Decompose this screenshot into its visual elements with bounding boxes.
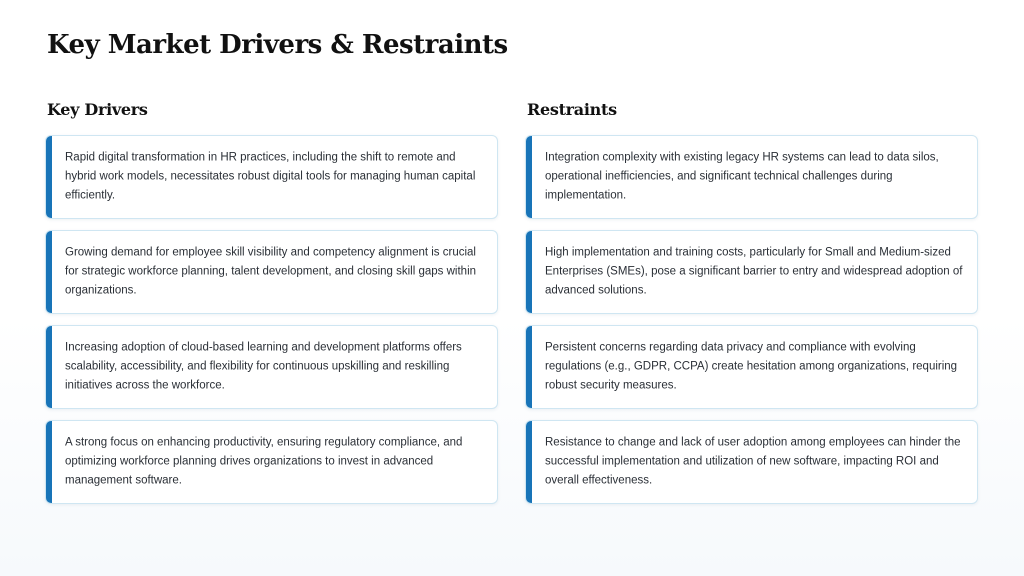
accent-bar (46, 421, 52, 503)
drivers-heading: Key Drivers (47, 100, 148, 119)
driver-card (45, 420, 498, 504)
accent-bar (46, 326, 52, 408)
restraint-card (525, 325, 978, 409)
restraints-heading: Restraints (527, 100, 617, 119)
restraint-card (525, 135, 978, 219)
accent-bar (46, 136, 52, 218)
driver-card (45, 135, 498, 219)
restraint-card (525, 230, 978, 314)
driver-card (45, 230, 498, 314)
page-title: Key Market Drivers & Restraints (47, 30, 508, 60)
driver-text: Increasing adoption of cloud-based learning and development platforms offers scalability, accessibility, and flexibility for continuous upskilling and reskilling initiatives across the workforce. (65, 341, 462, 392)
accent-bar (526, 231, 532, 313)
driver-card (45, 325, 498, 409)
accent-bar (46, 231, 52, 313)
restraint-text: Resistance to change and lack of user adoption among employees can hinder the successful implementation and utilization of new software, impacting ROI and overall effectiveness. (545, 436, 961, 487)
driver-text: Growing demand for employee skill visibility and competency alignment is crucial for strategic workforce planning, talent development, and closing skill gaps within organizations. (65, 246, 477, 297)
restraint-card (525, 420, 978, 504)
restraint-text: Persistent concerns regarding data privacy and compliance with evolving regulations (e.g., GDPR, CCPA) create hesitation among organizations, requiring robust security measures. (545, 341, 958, 392)
accent-bar (526, 421, 532, 503)
accent-bar (526, 326, 532, 408)
driver-text: Rapid digital transformation in HR practices, including the shift to remote and hybrid work models, necessitates robust digital tools for managing human capital efficiently. (65, 151, 476, 202)
restraint-text: High implementation and training costs, particularly for Small and Medium-sized Enterprises (SMEs), pose a significant barrier to entry and widespread adoption of advanced solutions. (545, 246, 963, 297)
driver-text: A strong focus on enhancing productivity, ensuring regulatory compliance, and optimizing workforce planning drives organizations to invest in advanced management software. (65, 436, 463, 487)
restraints-list (525, 135, 978, 515)
accent-bar (526, 136, 532, 218)
restraint-text: Integration complexity with existing legacy HR systems can lead to data silos, operational inefficiencies, and significant technical challenges during implementation. (545, 151, 939, 202)
drivers-list (45, 135, 498, 515)
